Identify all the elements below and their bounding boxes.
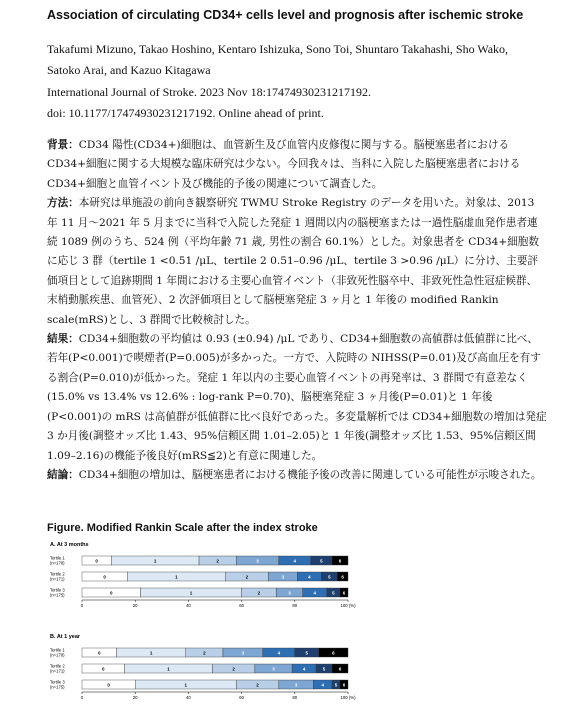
segment-label: 6 — [338, 666, 342, 672]
x-tick-label: 60 — [239, 695, 244, 700]
segment-label: 5 — [322, 666, 326, 672]
methods-label: 方法： — [47, 197, 79, 210]
segment-label: 6 — [342, 682, 346, 688]
x-tick-label: 80 — [292, 603, 298, 608]
segment-label: 2 — [232, 666, 235, 672]
x-tick-label: 40 — [186, 695, 191, 700]
abstract — [47, 136, 547, 485]
category-label-n: (n=171) — [50, 668, 65, 674]
x-tick-label: 20 — [132, 695, 138, 700]
paper-title: Association of circulating CD34+ cells level and prognosis after ischemic stroke — [47, 8, 524, 22]
x-tick-label: 60 — [239, 603, 244, 608]
segment-label: 1 — [184, 682, 187, 688]
abstract-conclusion — [47, 466, 547, 485]
category-label-n: (n=171) — [50, 576, 65, 582]
segment-label: 0 — [95, 558, 98, 564]
segment-label: 2 — [257, 590, 261, 596]
conclusion-text: CD34+細胞の増加は、脳梗塞患者における機能予後の改善に関連している可能性が示唆された。 — [78, 468, 542, 481]
segment-label: 3 — [294, 682, 298, 688]
segment-label: 4 — [277, 650, 281, 656]
background-label: 背景： — [47, 139, 79, 151]
conclusion-label: 結論： — [47, 468, 79, 481]
category-label: Tertile 3 — [50, 679, 65, 685]
background-text: CD34 陽性(CD34+)細胞は、血管新生及び血管内皮修復に関与する。脳梗塞患者における CD34+細胞に関する大規模な臨床研究は少ない。今回我々は、当科に入院した脳梗塞患者における CD34+細胞と血管イベント及び機能的予後の関連について調査した。 — [47, 139, 521, 190]
segment-label: 2 — [203, 650, 206, 656]
x-tick-label: 100 (%) — [340, 603, 356, 608]
panel-title: A. At 3 months — [50, 542, 89, 548]
segment-label: 0 — [110, 590, 113, 596]
segment-label: 1 — [153, 558, 157, 564]
segment-label: 6 — [341, 574, 344, 580]
x-tick-label: 20 — [132, 603, 138, 608]
mrs-stacked-bar-chart — [50, 538, 360, 718]
segment-label: 2 — [256, 682, 259, 688]
panel-title: B. At 1 year — [50, 634, 81, 640]
segment-label: 0 — [107, 682, 110, 688]
segment-label: 3 — [256, 558, 259, 564]
segment-label: 6 — [338, 558, 342, 564]
x-tick-label: 80 — [292, 695, 298, 700]
segment-label: 0 — [98, 650, 101, 656]
segment-label: 4 — [321, 682, 324, 688]
segment-label: 1 — [189, 590, 193, 596]
segment-label: 4 — [293, 558, 297, 564]
journal-citation: International Journal of Stroke. 2023 Nov 18:17474930231217192. — [47, 85, 371, 99]
segment-label: 2 — [216, 558, 219, 564]
abstract-background — [47, 136, 547, 194]
segment-label: 4 — [302, 666, 306, 672]
results-text: CD34+細胞数の平均値は 0.93 (±0.94) /μL であり、CD34+細胞数の高値群は低値群に比べ、若年(P<0.001)で喫煙者(P=0.005)が多かった。一方で、入院時の NIHSS(P=0.01)及び高血圧を有する割合(P=0.010)が低かった。発症 1 年以内の主要心血管イベントの再発率は、3 群間で有意差なく(15.0% vs 13.4% vs 12.6% : log-rank P=0.70)、脳梗塞発症 3 ヶ月後(P=0.01)と 1 年後(P<0.001)の mRS は高値群が低値群に比べ良好であった。多変量解析では CD34+細胞数の増加は発症 3 か月後(調整オッズ比 1.43、95%信頼区間 1.01–2.05)と 1 年後(調整オッズ比 1.53、95%信頼区間 1.09–2.16)の機能予後良好(mRS≦2)と有意に関連した。 — [47, 333, 547, 462]
segment-label: 4 — [313, 590, 317, 596]
category-label-n: (n=175) — [50, 592, 65, 598]
segment-label: 1 — [167, 666, 170, 672]
x-tick-label: 0 — [80, 695, 84, 700]
segment-label: 4 — [308, 574, 311, 580]
abstract-methods — [47, 194, 547, 330]
authors-line-2: Satoko Arai, and Kazuo Kitagawa — [47, 63, 211, 77]
segment-label: 0 — [102, 666, 105, 672]
category-label: Tertile 1 — [50, 647, 65, 653]
category-label-n: (n=178) — [50, 560, 65, 566]
category-label: Tertile 2 — [50, 663, 65, 669]
authors-line-1: Takafumi Mizuno, Takao Hoshino, Kentaro Ishizuka, Sono Toi, Shuntaro Takahashi, Sho Wako, — [47, 42, 509, 56]
segment-label: 5 — [305, 650, 309, 656]
segment-label: 5 — [320, 558, 323, 564]
x-tick-label: 0 — [80, 603, 84, 608]
segment-label: 1 — [175, 574, 178, 580]
segment-label: 3 — [241, 650, 245, 656]
x-tick-label: 40 — [186, 603, 191, 608]
segment-label: 5 — [334, 682, 338, 688]
results-label: 結果： — [47, 333, 79, 346]
category-label-n: (n=175) — [50, 684, 65, 690]
segment-label: 6 — [342, 590, 346, 596]
segment-label: 3 — [272, 666, 275, 672]
segment-label: 5 — [332, 590, 335, 596]
abstract-results — [47, 330, 547, 466]
segment-label: 2 — [245, 574, 249, 580]
methods-text: 本研究は単施設の前向き観察研究 TWMU Stroke Registry のデータを用いた。対象は、2013 年 11 月～2021 年 5 月までに当科で入院した発症 1 週間以内の脳梗塞または一過性脳虚血発作患者連続 1089 例のうち、524 例（平均年齢 71 歳, 男性の割合 60.1%）とした。対象患者を CD34+細胞数に応じ 3 群（tertile 1 <0.51 /μL、tertile 2 0.51–0.96 /μL、tertile 3 >0.96 /μL）に分け、主要評価項目として追跡期間 1 年間における主要心血管イベント（非致死性脳卒中、非致死性急性冠症候群、末梢動脈疾患、血管死）、2 次評価項目として脳梗塞発症 3 ヶ月と 1 年後の modified Rankin scale(mRS)とし、3 群間で比較検討した。 — [47, 197, 539, 326]
x-tick-label: 100 (%) — [340, 695, 356, 700]
segment-label: 3 — [281, 574, 285, 580]
segment-label: 5 — [328, 574, 331, 580]
segment-label: 6 — [332, 650, 335, 656]
segment-label: 1 — [149, 650, 153, 656]
category-label: Tertile 3 — [50, 587, 65, 593]
figure-title: Figure. Modified Rankin Scale after the index stroke — [47, 522, 318, 534]
segment-label: 3 — [288, 590, 291, 596]
category-label: Tertile 2 — [50, 571, 65, 577]
category-label-n: (n=178) — [50, 652, 65, 658]
doi-line: doi: 10.1177/17474930231217192. Online ahead of print. — [47, 106, 324, 120]
segment-label: 0 — [103, 574, 106, 580]
category-label: Tertile 1 — [50, 555, 65, 561]
